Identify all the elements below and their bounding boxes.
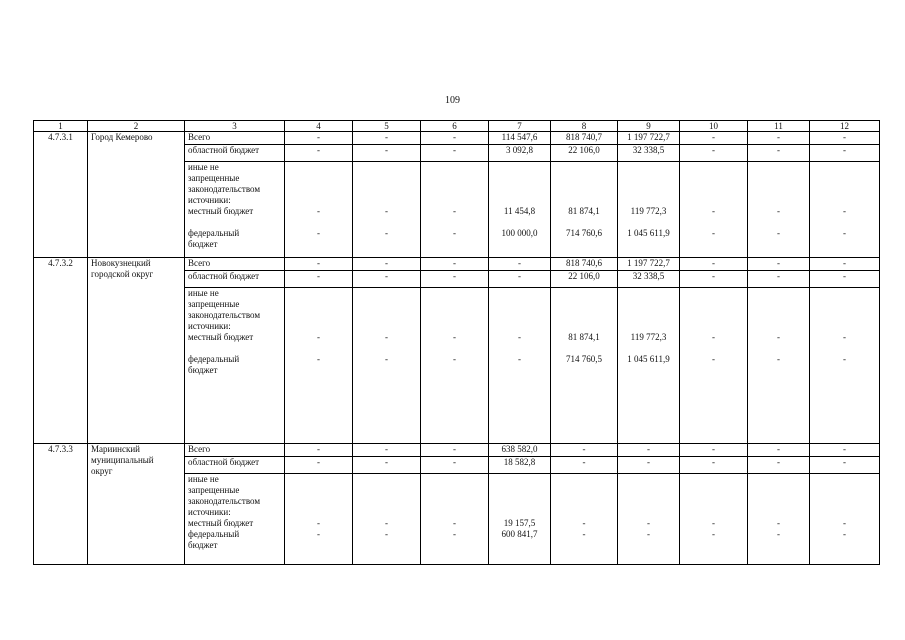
table-row	[34, 444, 880, 457]
funding-source-label: областной бюджет	[185, 271, 285, 288]
value-cell: -	[810, 444, 880, 457]
column-header: 6	[421, 121, 489, 132]
value-cell: -	[810, 457, 880, 474]
value-cell: - -	[748, 288, 810, 444]
municipality-name: Мариинский муниципальный округ	[88, 444, 185, 565]
value-cell: - -	[285, 162, 353, 258]
item-code: 4.7.3.1	[34, 132, 88, 258]
item-code: 4.7.3.3	[34, 444, 88, 565]
value-cell: 119 772,3 1 045 611,9	[618, 162, 680, 258]
header-row	[34, 121, 880, 132]
column-header: 7	[489, 121, 551, 132]
value-cell: -	[748, 457, 810, 474]
column-header: 9	[618, 121, 680, 132]
value-cell: -	[421, 444, 489, 457]
column-header: 12	[810, 121, 880, 132]
value-cell: -	[810, 271, 880, 288]
value-cell: 11 454,8 100 000,0	[489, 162, 551, 258]
value-cell: -	[748, 271, 810, 288]
value-cell: -	[680, 457, 748, 474]
value-cell: - -	[285, 288, 353, 444]
value-cell: 32 338,5	[618, 271, 680, 288]
value-cell: 22 106,0	[551, 145, 618, 162]
table-row	[34, 132, 880, 145]
value-cell: -	[421, 258, 489, 271]
value-cell: 119 772,3 1 045 611,9	[618, 288, 680, 444]
value-cell: - -	[810, 474, 880, 565]
value-cell: -	[285, 271, 353, 288]
value-cell: - -	[353, 162, 421, 258]
funding-source-label: Всего	[185, 444, 285, 457]
value-cell: - -	[421, 474, 489, 565]
value-cell: -	[353, 132, 421, 145]
funding-source-label: областной бюджет	[185, 457, 285, 474]
table-row	[34, 258, 880, 271]
value-cell: -	[748, 258, 810, 271]
value-cell: -	[285, 444, 353, 457]
value-cell: -	[680, 444, 748, 457]
value-cell: - -	[680, 474, 748, 565]
value-cell: -	[421, 457, 489, 474]
value-cell: - -	[810, 162, 880, 258]
funding-source-label: областной бюджет	[185, 145, 285, 162]
column-header: 4	[285, 121, 353, 132]
column-header: 10	[680, 121, 748, 132]
value-cell: -	[680, 258, 748, 271]
item-code: 4.7.3.2	[34, 258, 88, 444]
value-cell: - -	[748, 474, 810, 565]
value-cell: 19 157,5 600 841,7	[489, 474, 551, 565]
column-header: 3	[185, 121, 285, 132]
column-header: 5	[353, 121, 421, 132]
value-cell: -	[489, 258, 551, 271]
value-cell: - -	[810, 288, 880, 444]
page-number: 109	[445, 95, 460, 106]
value-cell: -	[421, 132, 489, 145]
value-cell: 22 106,0	[551, 271, 618, 288]
municipality-name: Город Кемерово	[88, 132, 185, 258]
value-cell: - -	[680, 162, 748, 258]
value-cell: -	[680, 132, 748, 145]
value-cell: 818 740,7	[551, 132, 618, 145]
value-cell: -	[810, 145, 880, 162]
value-cell: -	[618, 457, 680, 474]
value-cell: - -	[551, 474, 618, 565]
budget-table	[33, 120, 880, 565]
value-cell: 638 582,0	[489, 444, 551, 457]
value-cell: - -	[489, 288, 551, 444]
value-cell: -	[551, 457, 618, 474]
value-cell: 32 338,5	[618, 145, 680, 162]
column-header: 11	[748, 121, 810, 132]
value-cell: -	[748, 132, 810, 145]
value-cell: 1 197 722,7	[618, 132, 680, 145]
value-cell: 1 197 722,7	[618, 258, 680, 271]
value-cell: - -	[353, 288, 421, 444]
value-cell: -	[748, 145, 810, 162]
value-cell: - -	[618, 474, 680, 565]
funding-source-label: иные не запрещенные законодательством источники: местный бюджет федеральный бюджет	[185, 288, 285, 444]
value-cell: -	[618, 444, 680, 457]
value-cell: 114 547,6	[489, 132, 551, 145]
funding-source-label: иные не запрещенные законодательством источники: местный бюджет федеральный бюджет	[185, 162, 285, 258]
value-cell: - -	[421, 162, 489, 258]
value-cell: -	[551, 444, 618, 457]
value-cell: -	[353, 145, 421, 162]
column-header: 8	[551, 121, 618, 132]
value-cell: -	[489, 271, 551, 288]
value-cell: -	[680, 271, 748, 288]
value-cell: -	[353, 457, 421, 474]
funding-source-label: Всего	[185, 132, 285, 145]
column-header: 1	[34, 121, 88, 132]
value-cell: -	[810, 258, 880, 271]
funding-source-label: Всего	[185, 258, 285, 271]
municipality-name: Новокузнецкий городской округ	[88, 258, 185, 444]
value-cell: -	[285, 457, 353, 474]
value-cell: -	[285, 258, 353, 271]
value-cell: -	[285, 132, 353, 145]
value-cell: 81 874,1 714 760,5	[551, 288, 618, 444]
value-cell: 18 582,8	[489, 457, 551, 474]
value-cell: - -	[680, 288, 748, 444]
value-cell: - -	[748, 162, 810, 258]
funding-source-label: иные не запрещенные законодательством источники: местный бюджет федеральный бюджет	[185, 474, 285, 565]
value-cell: - -	[421, 288, 489, 444]
value-cell: 818 740,6	[551, 258, 618, 271]
value-cell: -	[748, 444, 810, 457]
value-cell: -	[285, 145, 353, 162]
value-cell: - -	[353, 474, 421, 565]
value-cell: -	[810, 132, 880, 145]
column-header: 2	[88, 121, 185, 132]
value-cell: 81 874,1 714 760,6	[551, 162, 618, 258]
value-cell: -	[353, 258, 421, 271]
value-cell: -	[680, 145, 748, 162]
value-cell: -	[421, 271, 489, 288]
value-cell: -	[353, 444, 421, 457]
value-cell: -	[353, 271, 421, 288]
value-cell: -	[421, 145, 489, 162]
value-cell: - -	[285, 474, 353, 565]
value-cell: 3 092,8	[489, 145, 551, 162]
